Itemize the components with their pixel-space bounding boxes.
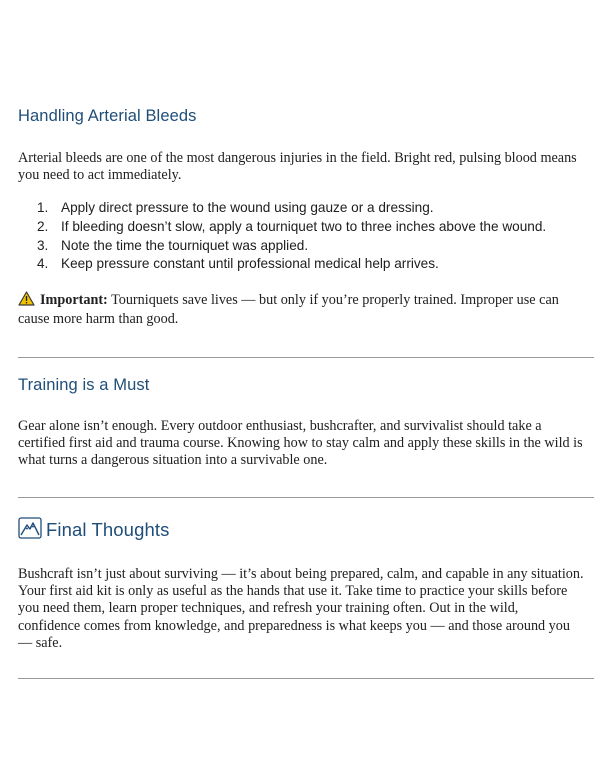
list-item-number: 3. (37, 237, 49, 253)
list-item-number: 1. (37, 200, 49, 215)
mountain-icon (18, 517, 42, 539)
section-divider (18, 497, 594, 498)
important-text: Tourniquets save lives — but only if you’re properly trained. Improper use can cause more harm than good. (18, 292, 559, 328)
training-paragraph: Gear alone isn’t enough. Every outdoor enthusiast, bushcrafter, and survivalist should take a certified first aid and trauma course. Knowing how to stay calm and apply these skills in the wild is what turns a dangerous situation into a survivable one. (18, 418, 583, 469)
list-item-number: 4. (37, 256, 49, 272)
arterial-steps-list (37, 199, 597, 274)
list-item (37, 199, 597, 218)
warning-triangle-icon (18, 291, 35, 311)
section-divider (18, 357, 594, 358)
list-item-text: Keep pressure constant until professional medical help arrives. (61, 256, 439, 272)
section-divider (18, 678, 594, 679)
important-note (18, 291, 584, 328)
section-heading-training: Training is a Must (18, 376, 150, 394)
final-thoughts-paragraph: Bushcraft isn’t just about surviving — it’s about being prepared, calm, and capable in any situation. Your first aid kit is only as useful as the hands that use it. Take time to practice your skills before you need them, learn proper techniques, and refresh your training often. Out in the wild, confidence comes from knowledge, and preparedness is what keeps you — and those around you — safe. (18, 566, 584, 651)
section-heading-final-thoughts: Final Thoughts (46, 519, 170, 540)
important-label: Important: (40, 292, 108, 308)
list-item-number: 2. (37, 218, 49, 234)
arterial-intro-paragraph: Arterial bleeds are one of the most dangerous injuries in the field. Bright red, pulsing blood means you need to act immediately. (18, 150, 577, 184)
list-item-text: Apply direct pressure to the wound using gauze or a dressing. (61, 200, 434, 215)
list-item-text: If bleeding doesn’t slow, apply a tourniquet two to three inches above the wound. (61, 218, 547, 234)
section-heading-arterial-bleeds: Handling Arterial Bleeds (18, 107, 197, 125)
list-item (37, 218, 597, 237)
list-item (37, 237, 597, 256)
list-item-text: Note the time the tourniquet was applied. (61, 237, 309, 253)
list-item (37, 255, 597, 274)
